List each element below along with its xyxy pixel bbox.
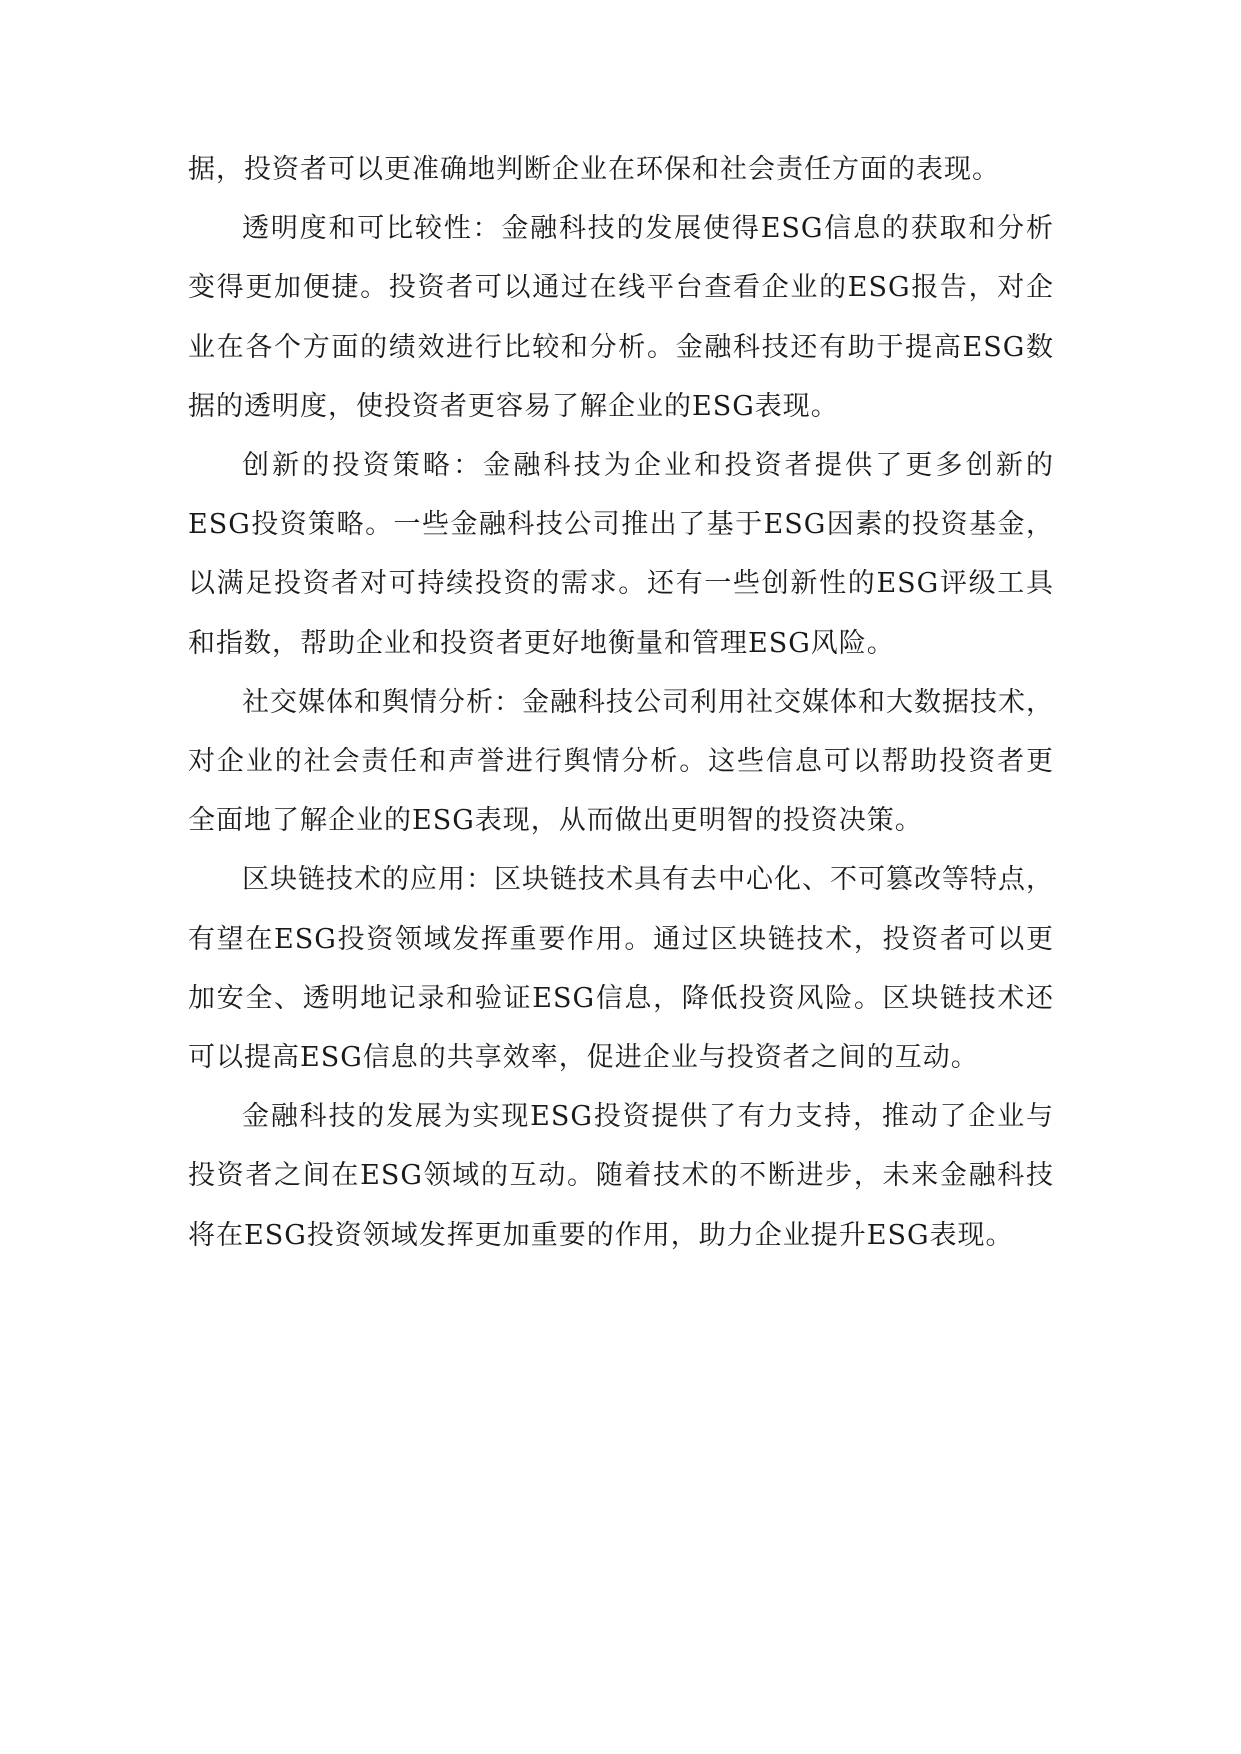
paragraph-social-media-analysis: 社交媒体和舆情分析：金融科技公司利用社交媒体和大数据技术，对企业的社会责任和声誉进行舆情分析。这些信息可以帮助投资者更全面地了解企业的ESG表现，从而做出更明智的投资决策。 [188, 686, 1054, 837]
document-body [188, 140, 1054, 1265]
paragraph-conclusion: 金融科技的发展为实现ESG投资提供了有力支持，推动了企业与投资者之间在ESG领域的互动。随着技术的不断进步，未来金融科技将在ESG投资领域发挥更加重要的作用，助力企业提升ESG表现。 [188, 1101, 1054, 1251]
paragraph-continuation: 据，投资者可以更准确地判断企业在环保和社会责任方面的表现。 [188, 154, 1000, 185]
paragraph-blockchain: 区块链技术的应用：区块链技术具有去中心化、不可篡改等特点，有望在ESG投资领域发挥重要作用。通过区块链技术，投资者可以更加安全、透明地记录和验证ESG信息，降低投资风险。区块链技术还可以提高ESG信息的共享效率，促进企业与投资者之间的互动。 [188, 864, 1054, 1074]
paragraph-transparency: 透明度和可比较性：金融科技的发展使得ESG信息的获取和分析变得更加便捷。投资者可以通过在线平台查看企业的ESG报告，对企业在各个方面的绩效进行比较和分析。金融科技还有助于提高ESG数据的透明度，使投资者更容易了解企业的ESG表现。 [188, 213, 1054, 422]
paragraph-innovative-strategy: 创新的投资策略：金融科技为企业和投资者提供了更多创新的ESG投资策略。一些金融科技公司推出了基于ESG因素的投资基金，以满足投资者对可持续投资的需求。还有一些创新性的ESG评级工具和指数，帮助企业和投资者更好地衡量和管理ESG风险。 [188, 450, 1054, 659]
